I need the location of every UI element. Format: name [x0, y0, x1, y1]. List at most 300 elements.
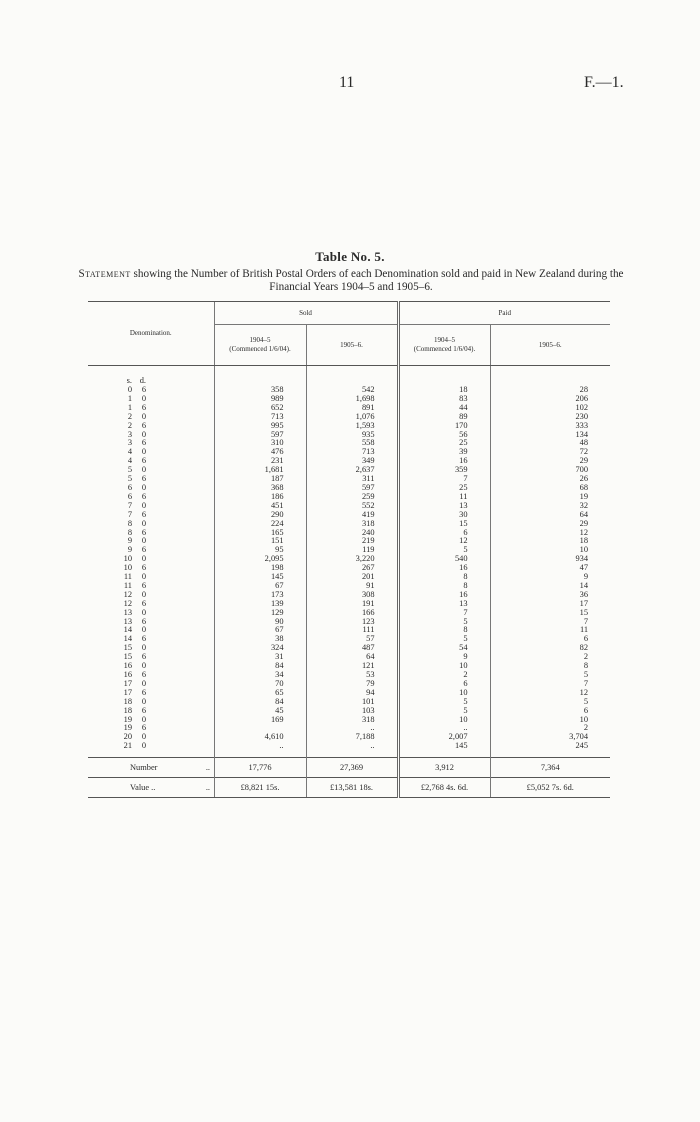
- shillings-value: 14: [123, 625, 132, 635]
- table-title: Table No. 5.: [315, 249, 385, 264]
- cell-sold-1904: 38: [214, 635, 306, 644]
- number-paid-1904: 3,912: [398, 758, 490, 778]
- shillings-value: 19: [123, 714, 132, 724]
- cell-sold-1905: 935: [306, 431, 398, 440]
- cell-paid-1905: 32: [490, 502, 610, 511]
- cell-paid-1905: 29: [490, 457, 610, 466]
- pence-value: 0: [141, 678, 146, 688]
- pence-value: 6: [141, 545, 146, 555]
- cell-paid-1905: 5: [490, 671, 610, 680]
- cell-sold-1904: 45: [214, 707, 306, 716]
- table-row: [88, 626, 610, 635]
- shillings-value: 10: [123, 563, 132, 573]
- pence-value: 6: [141, 527, 146, 537]
- cell-paid-1905: 7: [490, 680, 610, 689]
- table-row: [88, 395, 610, 404]
- cell-paid-1904: 8: [398, 582, 490, 591]
- shillings-value: 13: [123, 607, 132, 617]
- table-row: [88, 644, 610, 653]
- cell-paid-1905: 206: [490, 395, 610, 404]
- cell-paid-1904: 7: [398, 475, 490, 484]
- cell-sold-1905: 91: [306, 582, 398, 591]
- cell-sold-1905: 94: [306, 689, 398, 698]
- table-row: [88, 448, 610, 457]
- cell-paid-1905: 6: [490, 635, 610, 644]
- cell-sold-1904: 597: [214, 431, 306, 440]
- cell-sold-1905: 53: [306, 671, 398, 680]
- shillings-unit: s.: [126, 376, 132, 385]
- cell-sold-1905: 79: [306, 680, 398, 689]
- shillings-value: 21: [123, 741, 132, 751]
- table-row: [88, 520, 610, 529]
- cell-paid-1904: 12: [398, 537, 490, 546]
- cell-sold-1905: 64: [306, 653, 398, 662]
- cell-paid-1905: 68: [490, 484, 610, 493]
- cell-sold-1905: 101: [306, 698, 398, 707]
- cell-sold-1905: 311: [306, 475, 398, 484]
- pence-value: 0: [141, 393, 146, 403]
- table-row: [88, 618, 610, 627]
- cell-sold-1904: 451: [214, 502, 306, 511]
- pence-value: 6: [141, 438, 146, 448]
- pence-value: 0: [141, 429, 146, 439]
- cell-paid-1905: 19: [490, 493, 610, 502]
- pence-value: 6: [141, 670, 146, 679]
- cell-paid-1905: 18: [490, 537, 610, 546]
- cell-paid-1905: 7: [490, 618, 610, 627]
- table-row: [88, 386, 610, 395]
- pence-value: 0: [141, 607, 146, 617]
- cell-paid-1905: 134: [490, 431, 610, 440]
- cell-paid-1905: 2: [490, 724, 610, 733]
- cell-sold-1905: 308: [306, 591, 398, 600]
- cell-sold-1905: 318: [306, 520, 398, 529]
- pence-value: 0: [141, 500, 146, 510]
- cell-sold-1905: 487: [306, 644, 398, 653]
- cell-sold-1905: 1,593: [306, 422, 398, 431]
- cell-sold-1905: 349: [306, 457, 398, 466]
- cell-paid-1904: 540: [398, 555, 490, 564]
- cell-paid-1905: 2: [490, 653, 610, 662]
- pence-value: 0: [141, 518, 146, 528]
- cell-sold-1904: 198: [214, 564, 306, 573]
- sold-1905-header: 1905–6.: [306, 325, 398, 366]
- cell-sold-1904: 34: [214, 671, 306, 680]
- cell-sold-1904: ..: [214, 742, 306, 757]
- cell-sold-1904: 165: [214, 529, 306, 538]
- cell-paid-1905: 6: [490, 707, 610, 716]
- cell-paid-1905: 9: [490, 573, 610, 582]
- cell-sold-1904: 290: [214, 511, 306, 520]
- table-row: [88, 511, 610, 520]
- shillings-value: 18: [123, 705, 132, 715]
- cell-paid-1904: 5: [398, 546, 490, 555]
- cell-paid-1904: 359: [398, 466, 490, 475]
- cell-sold-1904: 84: [214, 698, 306, 707]
- cell-paid-1904: ..: [398, 724, 490, 733]
- cell-paid-1904: 5: [398, 707, 490, 716]
- cell-paid-1905: 12: [490, 529, 610, 538]
- cell-paid-1905: 11: [490, 626, 610, 635]
- table-row: [88, 546, 610, 555]
- cell-paid-1904: 18: [398, 386, 490, 395]
- cell-paid-1904: 10: [398, 689, 490, 698]
- table-row: [88, 555, 610, 564]
- pence-value: 6: [141, 634, 146, 644]
- shillings-value: 2: [127, 411, 132, 421]
- cell-paid-1905: 10: [490, 546, 610, 555]
- cell-paid-1905: 28: [490, 386, 610, 395]
- cell-sold-1905: 123: [306, 618, 398, 627]
- cell-sold-1904: 129: [214, 609, 306, 618]
- value-paid-1904: £2,768 4s. 6d.: [398, 778, 490, 798]
- cell-paid-1904: 9: [398, 653, 490, 662]
- cell-sold-1904: 310: [214, 439, 306, 448]
- pence-value: 0: [141, 696, 146, 706]
- cell-sold-1905: 240: [306, 529, 398, 538]
- shillings-value: 0: [127, 385, 132, 394]
- cell-paid-1905: 15: [490, 609, 610, 618]
- cell-sold-1904: 989: [214, 395, 306, 404]
- cell-sold-1905: 1,076: [306, 413, 398, 422]
- pence-value: 6: [141, 385, 146, 394]
- cell-paid-1904: 2,007: [398, 733, 490, 742]
- cell-paid-1905: 14: [490, 582, 610, 591]
- table-row: [88, 404, 610, 413]
- cell-paid-1904: 15: [398, 520, 490, 529]
- cell-paid-1904: 39: [398, 448, 490, 457]
- cell-paid-1905: 3,704: [490, 733, 610, 742]
- paid-group-header: Paid: [398, 302, 610, 325]
- pence-value: 0: [141, 554, 146, 564]
- denomination-header: Denomination.: [88, 302, 214, 366]
- shillings-value: 4: [127, 447, 132, 457]
- cell-paid-1904: 16: [398, 591, 490, 600]
- shillings-value: 18: [123, 696, 132, 706]
- cell-sold-1905: 3,220: [306, 555, 398, 564]
- table-row: [88, 635, 610, 644]
- cell-paid-1904: 13: [398, 600, 490, 609]
- shillings-value: 5: [127, 465, 132, 475]
- shillings-value: 7: [127, 500, 132, 510]
- cell-sold-1904: 476: [214, 448, 306, 457]
- cell-sold-1905: 259: [306, 493, 398, 502]
- cell-sold-1905: 166: [306, 609, 398, 618]
- cell-paid-1904: 5: [398, 635, 490, 644]
- cell-paid-1904: 25: [398, 439, 490, 448]
- shillings-value: 1: [127, 402, 132, 412]
- cell-paid-1904: 25: [398, 484, 490, 493]
- table-row: [88, 689, 610, 698]
- shillings-value: 11: [123, 580, 132, 590]
- cell-paid-1904: 16: [398, 457, 490, 466]
- cell-sold-1905: 57: [306, 635, 398, 644]
- cell-paid-1904: 10: [398, 716, 490, 725]
- cell-sold-1905: 201: [306, 573, 398, 582]
- pence-value: 0: [141, 536, 146, 546]
- shillings-value: 15: [123, 652, 132, 662]
- cell-sold-1904: 2,095: [214, 555, 306, 564]
- shillings-value: 12: [123, 589, 132, 599]
- cell-sold-1904: 4,610: [214, 733, 306, 742]
- cell-sold-1904: 995: [214, 422, 306, 431]
- cell-paid-1905: 700: [490, 466, 610, 475]
- shillings-value: 16: [123, 670, 132, 679]
- shillings-value: 1: [127, 393, 132, 403]
- pence-value: 6: [141, 563, 146, 573]
- pence-value: 6: [141, 723, 146, 733]
- pence-value: 0: [141, 482, 146, 492]
- pence-value: 6: [141, 687, 146, 697]
- cell-sold-1905: 267: [306, 564, 398, 573]
- cell-sold-1904: 368: [214, 484, 306, 493]
- cell-paid-1904: 11: [398, 493, 490, 502]
- table-row: [88, 493, 610, 502]
- shillings-value: 9: [127, 545, 132, 555]
- cell-paid-1905: 230: [490, 413, 610, 422]
- shillings-value: 2: [127, 420, 132, 430]
- pence-value: 0: [141, 661, 146, 671]
- pence-value: 6: [141, 705, 146, 715]
- cell-paid-1904: 5: [398, 698, 490, 707]
- table-row: [88, 671, 610, 680]
- cell-paid-1905: 17: [490, 600, 610, 609]
- pence-value: 6: [141, 598, 146, 608]
- cell-sold-1904: [214, 724, 306, 733]
- table-row: [88, 457, 610, 466]
- number-total-row: [88, 758, 610, 778]
- shillings-value: 3: [127, 429, 132, 439]
- cell-sold-1905: 121: [306, 662, 398, 671]
- cell-sold-1905: 219: [306, 537, 398, 546]
- value-paid-1905: £5,052 7s. 6d.: [490, 778, 610, 798]
- cell-paid-1904: 13: [398, 502, 490, 511]
- shillings-value: 8: [127, 518, 132, 528]
- table-row: [88, 653, 610, 662]
- pence-value: 6: [141, 456, 146, 466]
- cell-paid-1905: 102: [490, 404, 610, 413]
- value-sold-1905: £13,581 18s.: [306, 778, 398, 798]
- value-dots: ..: [205, 783, 210, 793]
- cell-paid-1905: 26: [490, 475, 610, 484]
- cell-sold-1905: 7,188: [306, 733, 398, 742]
- shillings-value: 17: [123, 687, 132, 697]
- shillings-value: 15: [123, 643, 132, 653]
- cell-sold-1905: 111: [306, 626, 398, 635]
- pence-value: 0: [141, 625, 146, 635]
- cell-sold-1905: 103: [306, 707, 398, 716]
- value-total-row: [88, 778, 610, 798]
- cell-paid-1904: 6: [398, 680, 490, 689]
- cell-sold-1904: 95: [214, 546, 306, 555]
- table-row: [88, 680, 610, 689]
- table-body: [88, 366, 610, 758]
- pence-value: 6: [141, 491, 146, 501]
- pence-value: 0: [141, 572, 146, 582]
- number-label: Number: [130, 763, 158, 773]
- table-row: [88, 609, 610, 618]
- cell-sold-1905: 1,698: [306, 395, 398, 404]
- cell-paid-1904: 44: [398, 404, 490, 413]
- shillings-value: 6: [127, 491, 132, 501]
- cell-sold-1904: 231: [214, 457, 306, 466]
- cell-sold-1905: 713: [306, 448, 398, 457]
- table-row: [88, 502, 610, 511]
- caption-lead: Statement: [78, 268, 131, 280]
- shillings-value: 14: [123, 634, 132, 644]
- cell-sold-1904: 713: [214, 413, 306, 422]
- cell-paid-1905: 12: [490, 689, 610, 698]
- cell-sold-1904: 151: [214, 537, 306, 546]
- cell-paid-1904: 6: [398, 529, 490, 538]
- table-row: [88, 662, 610, 671]
- pence-value: 0: [141, 589, 146, 599]
- page-number: 11: [339, 74, 355, 91]
- table-row: [88, 724, 610, 733]
- shillings-value: 13: [123, 616, 132, 626]
- table-row: [88, 564, 610, 573]
- shillings-value: 17: [123, 678, 132, 688]
- cell-sold-1905: 119: [306, 546, 398, 555]
- table-row: [88, 422, 610, 431]
- table-row: [88, 707, 610, 716]
- cell-paid-1904: 56: [398, 431, 490, 440]
- cell-sold-1905: 558: [306, 439, 398, 448]
- table-row: [88, 431, 610, 440]
- cell-paid-1904: 8: [398, 626, 490, 635]
- table-row: [88, 582, 610, 591]
- cell-paid-1904: 170: [398, 422, 490, 431]
- cell-paid-1905: 72: [490, 448, 610, 457]
- pence-value: 0: [141, 643, 146, 653]
- shillings-value: 9: [127, 536, 132, 546]
- table-row: [88, 591, 610, 600]
- table-row: [88, 573, 610, 582]
- cell-paid-1904: 54: [398, 644, 490, 653]
- cell-paid-1905: 64: [490, 511, 610, 520]
- cell-paid-1904: 83: [398, 395, 490, 404]
- cell-paid-1905: 333: [490, 422, 610, 431]
- pence-value: 6: [141, 580, 146, 590]
- cell-paid-1904: 10: [398, 662, 490, 671]
- cell-paid-1904: 89: [398, 413, 490, 422]
- cell-paid-1905: 245: [490, 742, 610, 757]
- pence-unit: d.: [139, 376, 146, 385]
- table-row: [88, 716, 610, 725]
- paid-1904-header: 1904–5 (Commenced 1/6/04).: [398, 325, 490, 366]
- cell-paid-1905: 48: [490, 439, 610, 448]
- postal-orders-table: [88, 301, 610, 798]
- cell-paid-1905: 47: [490, 564, 610, 573]
- cell-sold-1904: 1,681: [214, 466, 306, 475]
- cell-sold-1904: 652: [214, 404, 306, 413]
- pence-value: 0: [141, 741, 146, 751]
- cell-sold-1905: 2,637: [306, 466, 398, 475]
- pence-value: 0: [141, 714, 146, 724]
- cell-paid-1905: 10: [490, 716, 610, 725]
- cell-paid-1904: 30: [398, 511, 490, 520]
- cell-paid-1905: 8: [490, 662, 610, 671]
- pence-value: 6: [141, 652, 146, 662]
- table-row: [88, 742, 610, 757]
- cell-sold-1904: 139: [214, 600, 306, 609]
- table-row: [88, 537, 610, 546]
- cell-sold-1905: 191: [306, 600, 398, 609]
- table-row: [88, 475, 610, 484]
- shillings-value: 19: [123, 723, 132, 733]
- cell-sold-1904: 358: [214, 386, 306, 395]
- cell-sold-1905: 891: [306, 404, 398, 413]
- table-row: [88, 529, 610, 538]
- pence-value: 6: [141, 420, 146, 430]
- table-row: [88, 413, 610, 422]
- cell-paid-1905: 36: [490, 591, 610, 600]
- number-paid-1905: 7,364: [490, 758, 610, 778]
- cell-sold-1905: 419: [306, 511, 398, 520]
- table-caption: [78, 268, 624, 294]
- document-code: F.—1.: [584, 74, 624, 91]
- cell-paid-1905: 82: [490, 644, 610, 653]
- shillings-value: 11: [123, 572, 132, 582]
- cell-sold-1904: 90: [214, 618, 306, 627]
- cell-sold-1904: 67: [214, 626, 306, 635]
- table-row: [88, 466, 610, 475]
- shillings-value: 20: [123, 732, 132, 742]
- cell-sold-1905: 597: [306, 484, 398, 493]
- cell-sold-1905: 318: [306, 716, 398, 725]
- cell-sold-1904: 67: [214, 582, 306, 591]
- shillings-value: 3: [127, 438, 132, 448]
- cell-paid-1904: 2: [398, 671, 490, 680]
- pence-value: 0: [141, 465, 146, 475]
- cell-sold-1904: 31: [214, 653, 306, 662]
- shillings-value: 7: [127, 509, 132, 519]
- pence-value: 0: [141, 447, 146, 457]
- shillings-value: 4: [127, 456, 132, 466]
- cell-paid-1905: 5: [490, 698, 610, 707]
- cell-sold-1904: 187: [214, 475, 306, 484]
- shillings-value: 8: [127, 527, 132, 537]
- cell-sold-1904: 70: [214, 680, 306, 689]
- unit-row: [88, 366, 610, 387]
- shillings-value: 5: [127, 474, 132, 484]
- pence-value: 6: [141, 509, 146, 519]
- pence-value: 6: [141, 474, 146, 484]
- cell-sold-1905: ..: [306, 724, 398, 733]
- cell-sold-1904: 186: [214, 493, 306, 502]
- shillings-value: 6: [127, 482, 132, 492]
- pence-value: 6: [141, 616, 146, 626]
- cell-paid-1905: 29: [490, 520, 610, 529]
- value-label: Value ..: [130, 783, 156, 793]
- pence-value: 0: [141, 732, 146, 742]
- cell-sold-1904: 145: [214, 573, 306, 582]
- cell-paid-1904: 8: [398, 573, 490, 582]
- cell-paid-1905: 934: [490, 555, 610, 564]
- table-row: [88, 600, 610, 609]
- cell-sold-1904: 169: [214, 716, 306, 725]
- pence-value: 0: [141, 411, 146, 421]
- table-row: [88, 484, 610, 493]
- sold-group-header: Sold: [214, 302, 398, 325]
- table-row: [88, 439, 610, 448]
- cell-sold-1904: 65: [214, 689, 306, 698]
- cell-paid-1904: 145: [398, 742, 490, 757]
- cell-sold-1905: 542: [306, 386, 398, 395]
- table-row: [88, 698, 610, 707]
- number-sold-1905: 27,369: [306, 758, 398, 778]
- pence-value: 6: [141, 402, 146, 412]
